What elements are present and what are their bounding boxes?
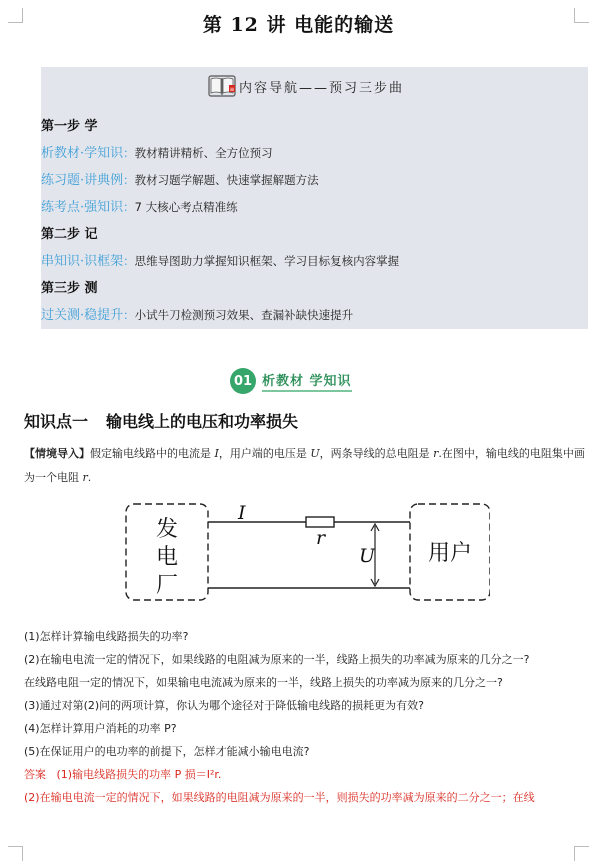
nav-item-value: 7 大核心考点精准练: [134, 200, 238, 214]
svg-text:≡: ≡: [229, 86, 235, 93]
intro-text: ，用户端的电压是: [218, 447, 311, 460]
nav-item-value: 思维导图助力掌握知识框架、学习目标复核内容掌握: [134, 254, 400, 268]
generator-char: 电: [155, 545, 179, 570]
content-navigation-box: [41, 67, 588, 329]
nav-item: 练考点·强知识：7 大核心考点精准练: [41, 200, 238, 215]
step-1-title: 第一步 学: [41, 119, 98, 134]
intro-text: ，两条导线的总电阻是: [319, 447, 434, 460]
resistor-label: r: [316, 527, 326, 549]
intro-var-resistance: r: [433, 447, 439, 460]
section-label: 析教材 学知识: [262, 370, 352, 392]
knowledge-point-title: 输电线上的电压和功率损失: [106, 412, 299, 431]
nav-item: 串知识·识框架：思维导图助力掌握知识框架、学习目标复核内容掌握: [41, 254, 400, 269]
answer-text: (1)输电线路损失的功率 P 损＝I²r.: [56, 768, 222, 781]
answer-lead: 答案: [24, 768, 46, 781]
intro-text: 假定输电线路中的电流是: [90, 447, 215, 460]
voltage-label: U: [359, 545, 376, 567]
question-list: [24, 625, 590, 809]
answer-line-2: (2)在输电电流一定的情况下，如果线路的电阻减为原来的一半，则损失的功率减为原来的二分之一；在线: [24, 791, 535, 804]
nav-header-text: 内容导航——预习三步曲: [239, 80, 405, 96]
transmission-circuit-diagram: [120, 500, 490, 605]
scenario-intro: [24, 442, 590, 490]
step-3-title: 第三步 测: [41, 281, 98, 296]
crop-mark-bottom-left: [8, 846, 23, 861]
intro-var-resistance: r: [82, 471, 88, 484]
knowledge-point-label: 知识点一: [24, 412, 89, 431]
question-item: 在线路电阻一定的情况下，如果输电电流减为原来的一半，线路上损失的功率减为原来的几分之一?: [24, 676, 503, 689]
nav-item-key: 过关测·稳提升: [41, 308, 124, 323]
intro-var-current: I: [214, 447, 219, 460]
user-label: 用户: [427, 541, 473, 566]
nav-body: [41, 113, 588, 329]
intro-text: .: [87, 471, 92, 484]
open-book-icon: [207, 73, 237, 99]
resistor-symbol: [306, 517, 334, 527]
nav-item-value: 小试牛刀检测预习效果、查漏补缺快速提升: [134, 308, 354, 322]
nav-item-key: 练考点·强知识: [41, 200, 124, 215]
intro-var-voltage: U: [310, 447, 320, 460]
intro-text: .在图中，输电线的电阻集中画为一个电阻: [24, 447, 585, 484]
question-item: (3)通过对第(2)问的两项计算，你认为哪个途径对于降低输电线路的损耗更为有效?: [24, 699, 424, 712]
nav-header: [207, 73, 467, 99]
nav-item-value: 教材精讲精析、全方位预习: [134, 146, 273, 160]
nav-item-key: 析教材·学知识: [41, 146, 124, 161]
generator-char: 发: [155, 517, 179, 542]
crop-mark-bottom-right: [574, 846, 589, 861]
step-2-title: 第二步 记: [41, 227, 98, 242]
nav-item: 过关测·稳提升：小试牛刀检测预习效果、查漏补缺快速提升: [41, 308, 354, 323]
knowledge-point-heading: [24, 409, 298, 432]
question-item: (4)怎样计算用户消耗的功率 P?: [24, 722, 177, 735]
generator-char: 厂: [155, 573, 179, 598]
page-title: 第 12 讲 电能的输送: [202, 14, 395, 36]
section-banner: [230, 368, 352, 394]
current-label: I: [238, 502, 246, 524]
section-number-badge: 01: [230, 368, 256, 394]
nav-item: 析教材·学知识：教材精讲精析、全方位预习: [41, 146, 273, 161]
intro-tag: 【情境导入】: [24, 447, 90, 460]
nav-item-key: 串知识·识框架: [41, 254, 124, 269]
nav-item-value: 教材习题学解题、快速掌握解题方法: [134, 173, 319, 187]
nav-item: 练习题·讲典例：教材习题学解题、快速掌握解题方法: [41, 173, 319, 188]
question-item: (5)在保证用户的电功率的前提下，怎样才能减小输电电流?: [24, 745, 310, 758]
answer-line-1: [24, 763, 590, 786]
nav-item-key: 练习题·讲典例: [41, 173, 124, 188]
question-item: (2)在输电电流一定的情况下，如果线路的电阻减为原来的一半，线路上损失的功率减为原来的几分之一?: [24, 653, 530, 666]
question-item: (1)怎样计算输电线路损失的功率?: [24, 630, 189, 643]
